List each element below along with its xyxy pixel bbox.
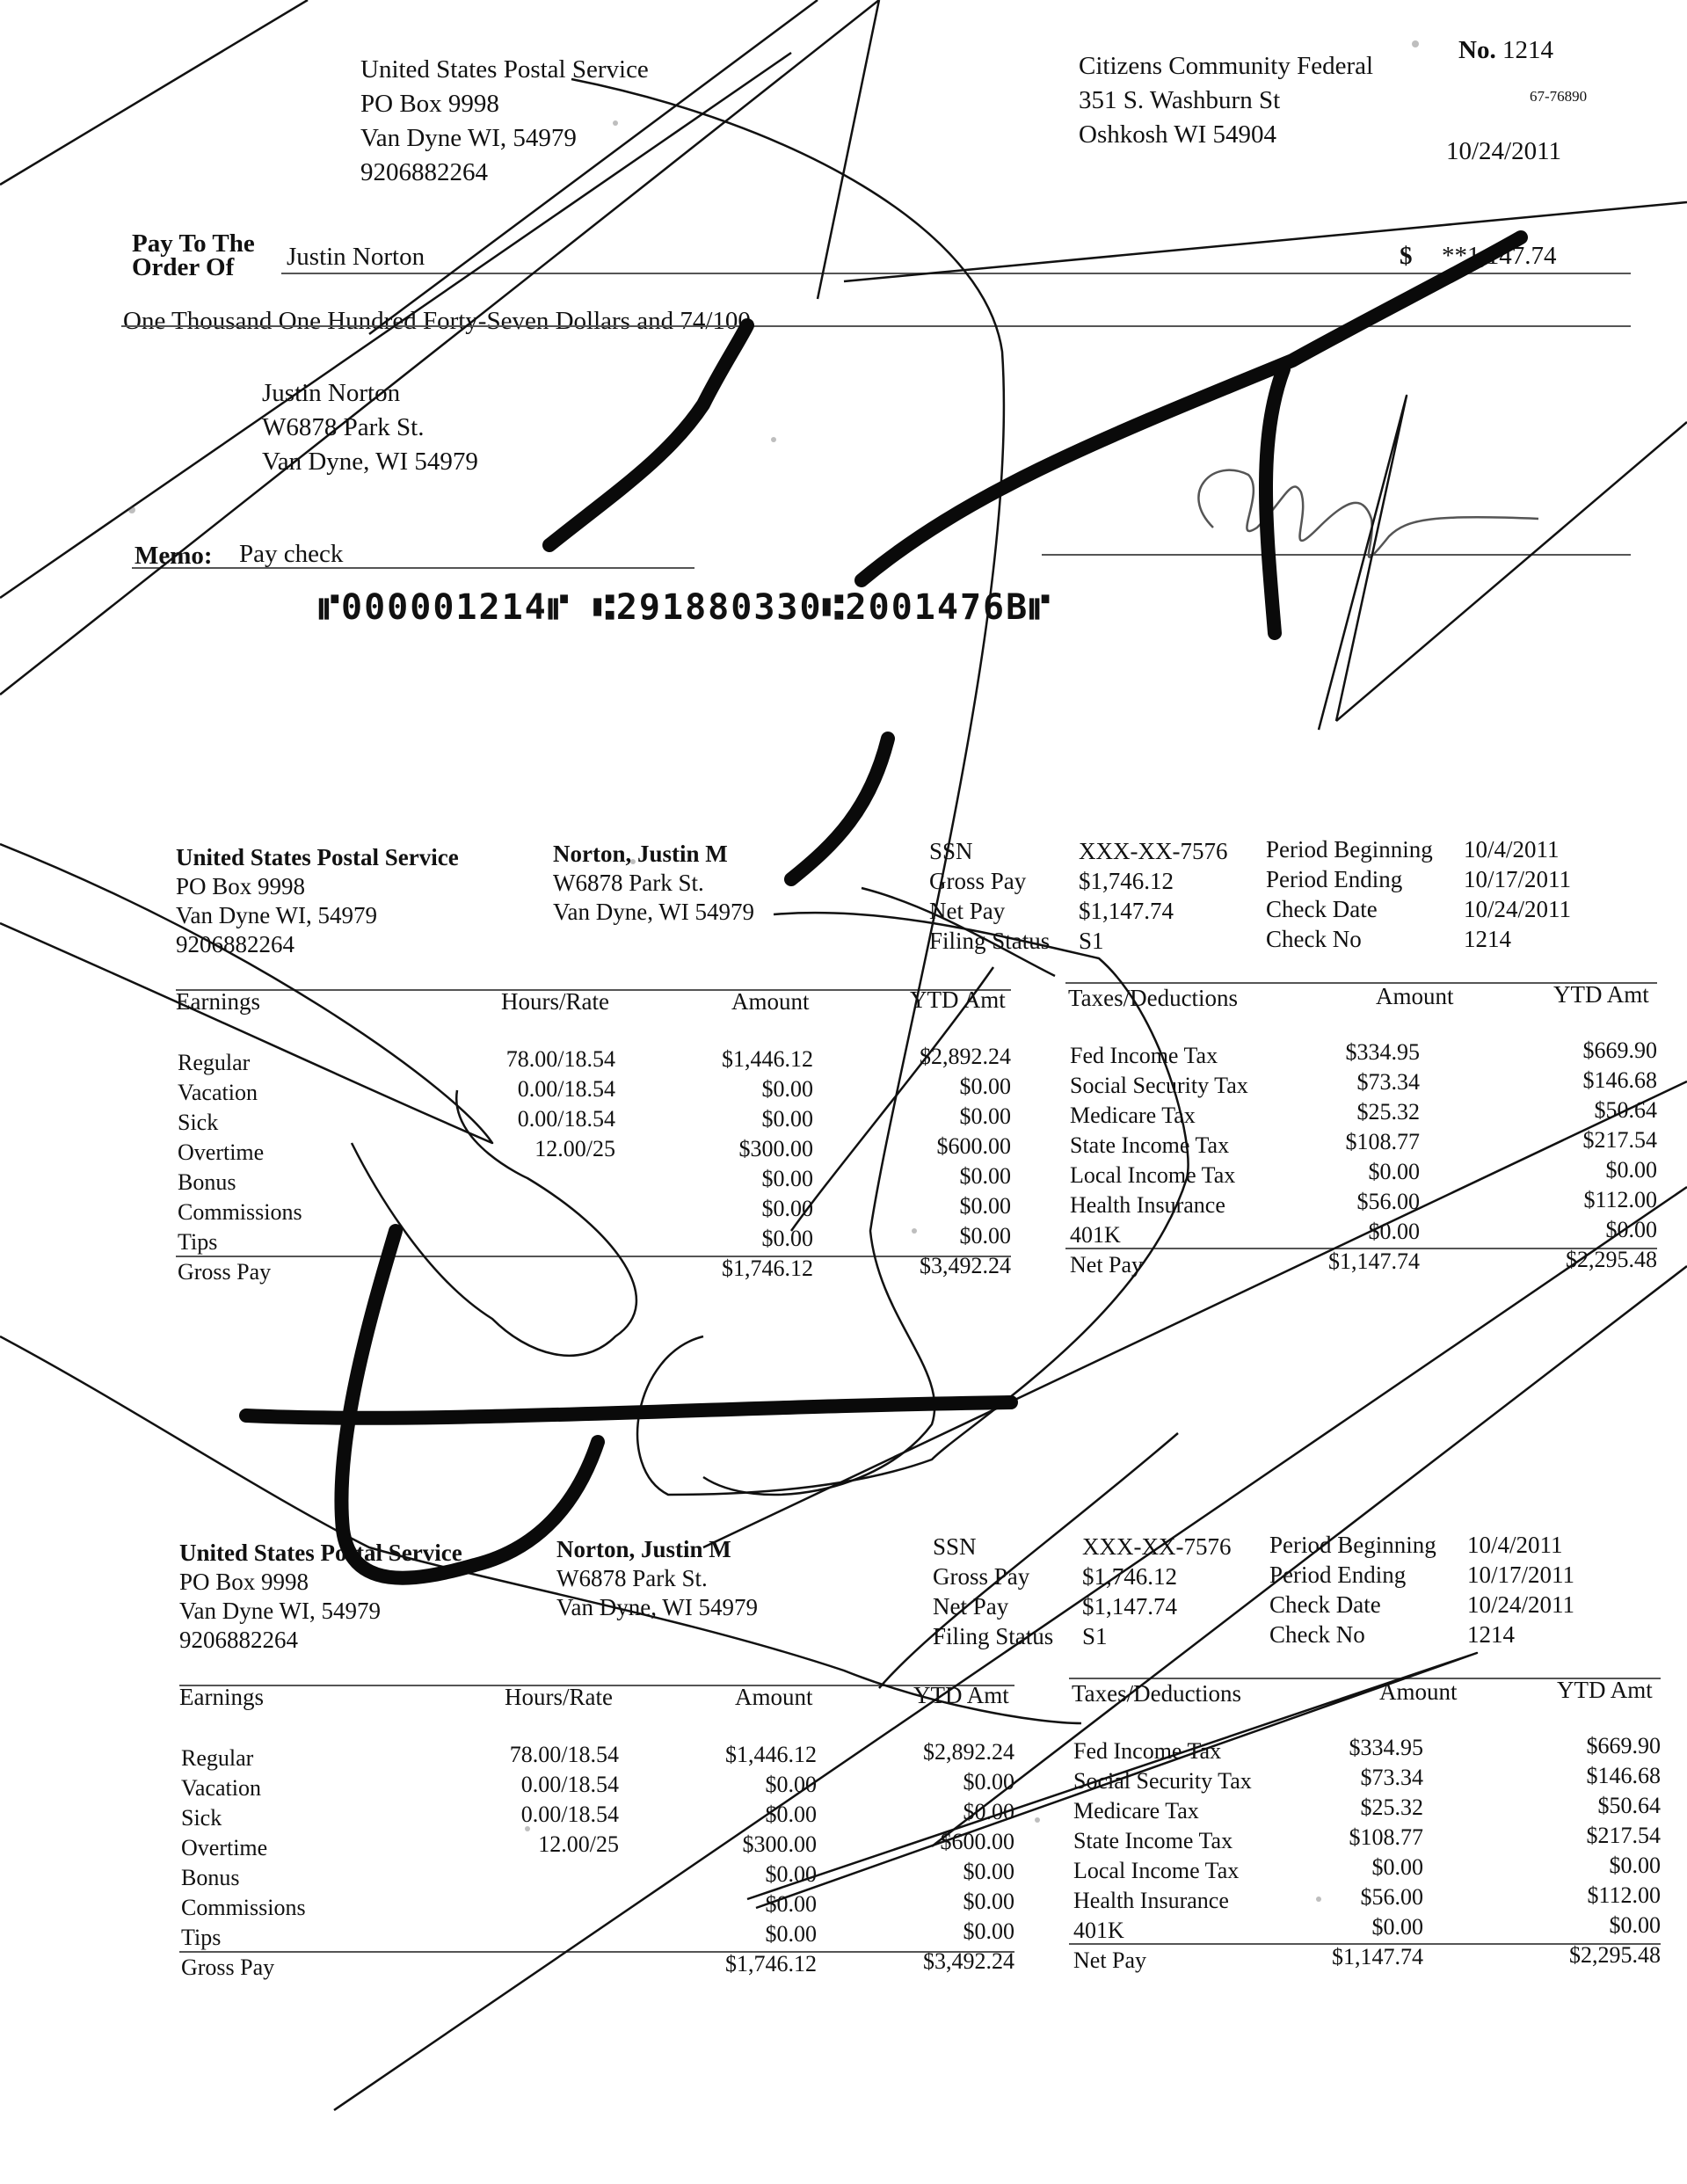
net-pay-rule xyxy=(1069,1943,1661,1945)
ytd-amt-header: YTD Amt xyxy=(910,986,1006,1013)
pay-to-label-line-1: Pay To The xyxy=(132,229,255,258)
check-no-value: 1214 xyxy=(1464,926,1511,952)
payee-address-2: Van Dyne, WI 54979 xyxy=(262,448,478,476)
check-no-label: Check No xyxy=(1269,1621,1365,1648)
deduction-amounts xyxy=(1283,1037,1420,1277)
deduction-amounts xyxy=(1287,1733,1423,1972)
earnings-header: Earnings xyxy=(176,988,260,1015)
earnings-label: Regular xyxy=(181,1745,254,1771)
stub-employer-name: United States Postal Service xyxy=(179,1540,462,1566)
filing-status-label: Filing Status xyxy=(929,928,1051,954)
amount-cell: $1,446.12 xyxy=(725,1742,817,1767)
ssn-label: SSN xyxy=(933,1533,977,1560)
amount-cell: $0.00 xyxy=(765,1772,817,1797)
memo-text: Pay check xyxy=(239,540,344,568)
amount-in-words: One Thousand One Hundred Forty-Seven Dollars and 74/100 xyxy=(123,307,751,335)
ssn-label: SSN xyxy=(929,838,973,864)
deduction-amount-cell: $25.32 xyxy=(1360,1795,1423,1820)
deduction-labels xyxy=(1070,1041,1248,1280)
deduction-amount-cell: $25.32 xyxy=(1356,1099,1420,1125)
period-beginning-label: Period Beginning xyxy=(1266,836,1433,863)
earnings-label: Regular xyxy=(178,1050,251,1075)
bank-address-1: 351 S. Washburn St xyxy=(1079,86,1281,114)
deductions-header: Taxes/Deductions xyxy=(1068,985,1239,1011)
earnings-label: Overtime xyxy=(178,1139,265,1165)
ytd-cell: $0.00 xyxy=(963,1859,1014,1884)
amount-cell: $1,746.12 xyxy=(722,1256,813,1281)
earnings-label: Gross Pay xyxy=(178,1259,272,1285)
ssn-value: XXX-XX-7576 xyxy=(1079,838,1228,864)
stub-summary-labels xyxy=(933,1532,1053,1651)
hours-rate-cell: 12.00/25 xyxy=(534,1136,615,1161)
amount-cell: $0.00 xyxy=(761,1106,813,1132)
payee-name: Justin Norton xyxy=(287,243,425,271)
check-date-value: 10/24/2011 xyxy=(1467,1591,1575,1618)
ytd-cell: $0.00 xyxy=(959,1163,1011,1189)
deduction-amount-cell: $108.77 xyxy=(1345,1129,1420,1154)
deduction-amount-cell: $1,147.74 xyxy=(1328,1249,1420,1274)
deductions-amount-header: Amount xyxy=(1379,1678,1458,1705)
payer-address-1: PO Box 9998 xyxy=(360,90,499,118)
hours-rate-cell: 78.00/18.54 xyxy=(505,1046,615,1072)
earnings-label: Bonus xyxy=(181,1865,240,1890)
earnings-rates xyxy=(478,1740,619,1860)
deductions-ytd-header: YTD Amt xyxy=(1557,1677,1653,1703)
hours-rate-cell: 0.00/18.54 xyxy=(520,1772,619,1797)
net-pay-value: $1,147.74 xyxy=(1082,1593,1177,1620)
ytd-cell: $0.00 xyxy=(959,1223,1011,1249)
stub-summary-values xyxy=(1079,836,1227,956)
gross-pay-value: $1,746.12 xyxy=(1082,1563,1177,1590)
filing-status-label: Filing Status xyxy=(933,1623,1054,1649)
signature-line xyxy=(1042,554,1631,556)
deduction-amount-cell: $0.00 xyxy=(1368,1219,1420,1244)
check-no-label: Check No xyxy=(1266,926,1362,952)
pay-to-label-line-2: Order Of xyxy=(132,253,235,281)
deduction-label: 401K xyxy=(1070,1222,1121,1248)
hours-rate-header: Hours/Rate xyxy=(505,1684,613,1710)
stub-summary-values xyxy=(1082,1532,1231,1651)
earnings-label: Vacation xyxy=(178,1080,258,1105)
gross-pay-rule xyxy=(176,1256,1011,1257)
amount-cell: $300.00 xyxy=(742,1831,817,1857)
stub-employer-address-1: PO Box 9998 xyxy=(179,1569,309,1595)
earnings-label: Vacation xyxy=(181,1775,261,1801)
deduction-label: Medicare Tax xyxy=(1073,1798,1199,1824)
deduction-ytd-cell: $50.64 xyxy=(1594,1097,1657,1123)
deduction-label: Social Security Tax xyxy=(1070,1073,1248,1098)
earnings-label: Gross Pay xyxy=(181,1955,275,1980)
deduction-label: Net Pay xyxy=(1070,1252,1144,1278)
payee-line xyxy=(281,273,1398,274)
deduction-label: State Income Tax xyxy=(1070,1132,1230,1158)
hours-rate-cell: 78.00/18.54 xyxy=(509,1742,619,1767)
ytd-cell: $600.00 xyxy=(940,1829,1014,1854)
deduction-ytd-cell: $50.64 xyxy=(1597,1793,1661,1818)
ytd-cell: $3,492.24 xyxy=(923,1948,1014,1974)
stub-employer-phone: 9206882264 xyxy=(176,931,294,957)
ytd-cell: $600.00 xyxy=(936,1133,1011,1159)
deduction-ytd-cell: $0.00 xyxy=(1609,1853,1661,1878)
deduction-amount-cell: $1,147.74 xyxy=(1332,1944,1423,1969)
pay-to-label xyxy=(132,229,255,281)
deduction-label: Fed Income Tax xyxy=(1073,1738,1222,1764)
check-date-label: Check Date xyxy=(1269,1591,1381,1618)
payer-phone: 9206882264 xyxy=(360,158,488,186)
period-ending-value: 10/17/2011 xyxy=(1467,1562,1575,1588)
check-number-label: No. xyxy=(1458,36,1496,64)
earnings-header-rule xyxy=(179,1685,1014,1686)
payee-address-name: Justin Norton xyxy=(262,379,401,407)
stub-employer-address-2: Van Dyne WI, 54979 xyxy=(179,1598,381,1624)
net-pay-label: Net Pay xyxy=(933,1593,1009,1620)
deduction-label: Local Income Tax xyxy=(1070,1162,1236,1188)
gross-pay-rule xyxy=(179,1951,1014,1953)
ytd-cell: $2,892.24 xyxy=(920,1044,1011,1069)
deduction-label: Social Security Tax xyxy=(1073,1768,1252,1794)
deduction-amount-cell: $0.00 xyxy=(1371,1914,1423,1940)
deduction-label: Local Income Tax xyxy=(1073,1858,1240,1883)
deduction-amount-cell: $0.00 xyxy=(1368,1159,1420,1184)
amount-cell: $0.00 xyxy=(761,1166,813,1191)
filing-status-value: S1 xyxy=(1082,1623,1108,1649)
amount-cell: $0.00 xyxy=(761,1076,813,1102)
deduction-label: Fed Income Tax xyxy=(1070,1043,1218,1068)
stub-period-values xyxy=(1467,1530,1574,1649)
ytd-amt-header: YTD Amt xyxy=(913,1682,1009,1708)
amount-cell: $0.00 xyxy=(761,1226,813,1251)
stub-employee-address-2: Van Dyne, WI 54979 xyxy=(553,899,754,925)
stub-summary-labels xyxy=(929,836,1050,956)
stub-employee-address-1: W6878 Park St. xyxy=(556,1565,708,1591)
deductions-header-rule xyxy=(1065,982,1657,984)
earnings-ytd xyxy=(870,1042,1011,1281)
deduction-ytd-cell: $112.00 xyxy=(1587,1882,1661,1908)
stub-employee-address-2: Van Dyne, WI 54979 xyxy=(556,1594,758,1620)
earnings-amounts xyxy=(672,1740,817,1979)
stub-employee-name: Norton, Justin M xyxy=(556,1536,731,1562)
deduction-label: Net Pay xyxy=(1073,1947,1147,1973)
deduction-ytd-cell: $0.00 xyxy=(1605,1217,1657,1242)
gross-pay-value: $1,746.12 xyxy=(1079,868,1174,894)
earnings-label: Bonus xyxy=(178,1169,236,1195)
ytd-cell: $0.00 xyxy=(963,1889,1014,1914)
payer-name: United States Postal Service xyxy=(360,55,649,84)
hours-rate-cell: 0.00/18.54 xyxy=(520,1802,619,1827)
earnings-label: Overtime xyxy=(181,1835,268,1860)
hours-rate-cell: 12.00/25 xyxy=(538,1831,619,1857)
deductions-amount-header: Amount xyxy=(1376,983,1454,1009)
amount-cell: $1,446.12 xyxy=(722,1046,813,1072)
filing-status-value: S1 xyxy=(1079,928,1104,954)
ytd-cell: $0.00 xyxy=(959,1103,1011,1129)
amount-cell: $300.00 xyxy=(738,1136,813,1161)
deduction-amount-cell: $56.00 xyxy=(1360,1884,1423,1910)
deductions-header: Taxes/Deductions xyxy=(1072,1680,1242,1707)
stub-period-labels xyxy=(1266,834,1433,954)
earnings-amounts xyxy=(668,1045,813,1284)
check-date-label: Check Date xyxy=(1266,896,1378,922)
earnings-label: Tips xyxy=(178,1229,218,1255)
check-number xyxy=(1458,35,1553,65)
earnings-header-rule xyxy=(176,989,1011,991)
period-beginning-label: Period Beginning xyxy=(1269,1532,1436,1558)
hours-rate-cell: 0.00/18.54 xyxy=(517,1106,615,1132)
period-ending-label: Period Ending xyxy=(1266,866,1403,892)
amount-cell: $0.00 xyxy=(765,1921,817,1947)
amount-words-line xyxy=(121,325,1631,327)
net-pay-value: $1,147.74 xyxy=(1079,898,1174,924)
amount-cell: $1,746.12 xyxy=(725,1951,817,1977)
micr-line: ⑈000001214⑈ ⑆291880330⑆2001476B⑈ xyxy=(318,587,1052,628)
check-no-value: 1214 xyxy=(1467,1621,1515,1648)
bank-name: Citizens Community Federal xyxy=(1079,52,1374,80)
deduction-amount-cell: $334.95 xyxy=(1345,1039,1420,1065)
memo-label: Memo: xyxy=(135,542,213,570)
stub-period-values xyxy=(1464,834,1571,954)
stub-employer-address-2: Van Dyne WI, 54979 xyxy=(176,902,377,928)
stub-period-labels xyxy=(1269,1530,1436,1649)
deduction-amount-cell: $108.77 xyxy=(1349,1824,1423,1850)
deduction-ytd-cell: $669.90 xyxy=(1586,1733,1661,1758)
memo-line xyxy=(132,567,694,569)
ytd-cell: $0.00 xyxy=(963,1918,1014,1944)
period-ending-label: Period Ending xyxy=(1269,1562,1407,1588)
amount-cell: $0.00 xyxy=(765,1891,817,1917)
earnings-labels xyxy=(181,1744,306,1983)
deduction-amount-cell: $73.34 xyxy=(1356,1069,1420,1095)
deduction-ytd-cell: $2,295.48 xyxy=(1569,1942,1661,1968)
deduction-ytd-cell: $0.00 xyxy=(1609,1912,1661,1938)
check-amount: **1,147.74 xyxy=(1442,242,1557,270)
deduction-amount-cell: $0.00 xyxy=(1371,1854,1423,1880)
ytd-cell: $0.00 xyxy=(959,1193,1011,1219)
earnings-header: Earnings xyxy=(179,1684,264,1710)
period-ending-value: 10/17/2011 xyxy=(1464,866,1572,892)
deduction-ytd xyxy=(1516,1731,1661,1970)
stub-employee-name: Norton, Justin M xyxy=(553,841,728,867)
payee-address-1: W6878 Park St. xyxy=(262,413,425,441)
ytd-cell: $3,492.24 xyxy=(920,1253,1011,1278)
deduction-label: Medicare Tax xyxy=(1070,1103,1196,1128)
deductions-ytd-header: YTD Amt xyxy=(1553,981,1649,1008)
deduction-label: State Income Tax xyxy=(1073,1828,1233,1853)
earnings-ytd xyxy=(874,1737,1014,1977)
deduction-ytd-cell: $112.00 xyxy=(1583,1187,1657,1212)
ytd-cell: $0.00 xyxy=(963,1769,1014,1795)
earnings-label: Sick xyxy=(178,1110,219,1135)
bank-address-2: Oshkosh WI 54904 xyxy=(1079,120,1277,149)
hours-rate-header: Hours/Rate xyxy=(501,988,609,1015)
deduction-labels xyxy=(1073,1736,1252,1976)
routing-fraction: 67-76890 xyxy=(1530,88,1588,105)
period-beginning-value: 10/4/2011 xyxy=(1464,836,1560,863)
amount-cell: $0.00 xyxy=(765,1802,817,1827)
earnings-label: Commissions xyxy=(181,1895,306,1920)
earnings-label: Commissions xyxy=(178,1199,302,1225)
deduction-ytd xyxy=(1512,1036,1657,1275)
deduction-label: 401K xyxy=(1073,1918,1124,1943)
check-date: 10/24/2011 xyxy=(1446,137,1562,165)
pay-stub-1 xyxy=(0,831,1687,1288)
amount-cell: $0.00 xyxy=(761,1196,813,1221)
check-date-value: 10/24/2011 xyxy=(1464,896,1572,922)
deduction-ytd-cell: $217.54 xyxy=(1582,1127,1657,1153)
gross-pay-label: Gross Pay xyxy=(929,868,1027,894)
deduction-ytd-cell: $669.90 xyxy=(1582,1037,1657,1063)
deduction-label: Health Insurance xyxy=(1073,1888,1229,1913)
deduction-amount-cell: $56.00 xyxy=(1356,1189,1420,1214)
earnings-label: Sick xyxy=(181,1805,222,1831)
stub-employer-name: United States Postal Service xyxy=(176,844,459,870)
net-pay-label: Net Pay xyxy=(929,898,1006,924)
ytd-cell: $2,892.24 xyxy=(923,1739,1014,1765)
payer-address-2: Van Dyne WI, 54979 xyxy=(360,124,577,152)
deduction-label: Health Insurance xyxy=(1070,1192,1225,1218)
period-beginning-value: 10/4/2011 xyxy=(1467,1532,1563,1558)
deduction-amount-cell: $334.95 xyxy=(1349,1735,1423,1760)
earnings-rates xyxy=(475,1045,615,1164)
pay-stub-2 xyxy=(4,1526,1683,1984)
earnings-labels xyxy=(178,1048,302,1287)
deductions-header-rule xyxy=(1069,1678,1661,1679)
check-number-value: 1214 xyxy=(1502,36,1553,64)
ytd-cell: $0.00 xyxy=(959,1074,1011,1099)
amount-header: Amount xyxy=(731,988,810,1015)
dollar-sign: $ xyxy=(1400,242,1413,270)
deduction-ytd-cell: $217.54 xyxy=(1586,1823,1661,1848)
gross-pay-label: Gross Pay xyxy=(933,1563,1030,1590)
deduction-ytd-cell: $0.00 xyxy=(1605,1157,1657,1183)
deduction-ytd-cell: $146.68 xyxy=(1586,1763,1661,1788)
deduction-amount-cell: $73.34 xyxy=(1360,1765,1423,1790)
hours-rate-cell: 0.00/18.54 xyxy=(517,1076,615,1102)
net-pay-rule xyxy=(1065,1248,1657,1249)
deduction-ytd-cell: $146.68 xyxy=(1582,1067,1657,1093)
deduction-ytd-cell: $2,295.48 xyxy=(1566,1247,1657,1272)
ssn-value: XXX-XX-7576 xyxy=(1082,1533,1232,1560)
ytd-cell: $0.00 xyxy=(963,1799,1014,1824)
stub-employee-address-1: W6878 Park St. xyxy=(553,870,704,896)
amount-cell: $0.00 xyxy=(765,1861,817,1887)
amount-header: Amount xyxy=(735,1684,813,1710)
stub-employer-phone: 9206882264 xyxy=(179,1627,298,1653)
earnings-label: Tips xyxy=(181,1925,222,1950)
stub-employer-address-1: PO Box 9998 xyxy=(176,873,306,899)
amount-line xyxy=(1398,273,1631,274)
